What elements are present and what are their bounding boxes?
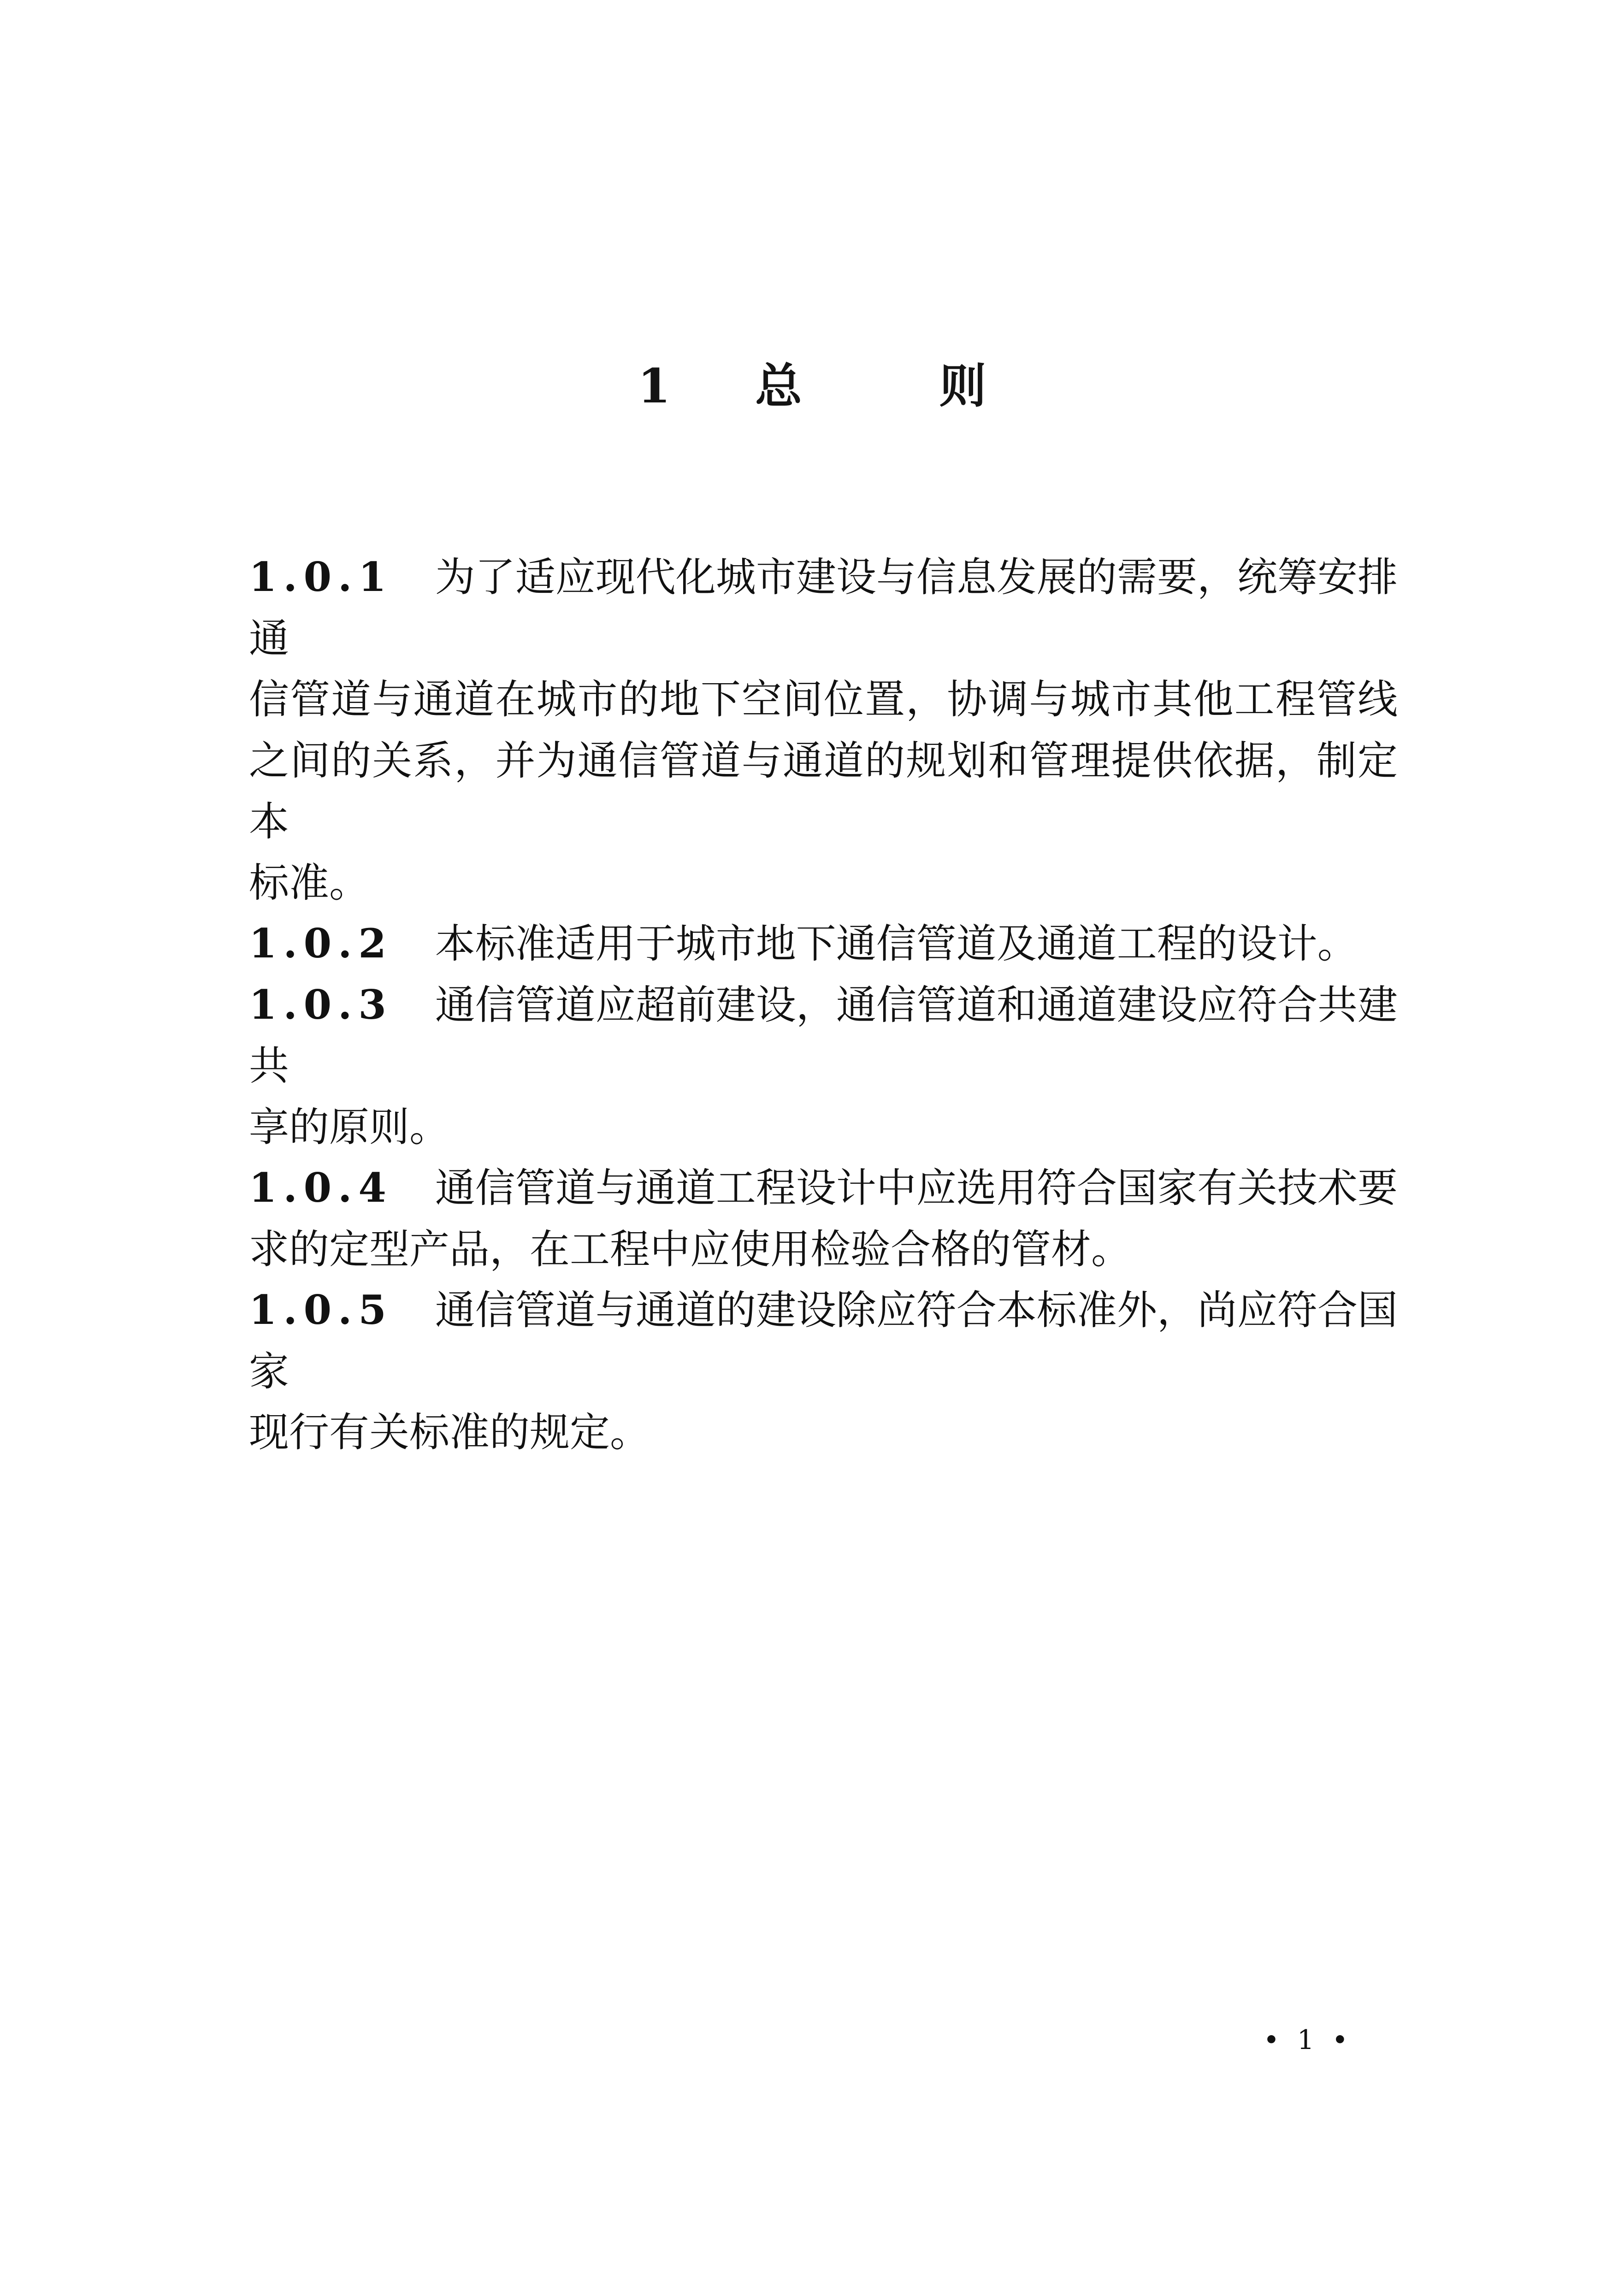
clause-line [249,1219,1398,1280]
clause-line [249,547,1398,669]
clause-text: 之间的关系，并为通信管道与通道的规划和管理提供依据，制定本 [249,737,1398,845]
clause-line [249,1157,1398,1219]
clause-line [249,852,1398,914]
clause-line [249,974,1398,1097]
clause-number: 1.0.2 [249,920,393,967]
chapter-title-char-2: 则 [939,359,986,414]
clause-text: 享的原则。 [249,1103,449,1151]
clause-line [249,1097,1398,1158]
clause-text: 信管道与通道在城市的地下空间位置，协调与城市其他工程管线 [249,676,1398,723]
clause-number: 1.0.5 [249,1286,393,1334]
clause-line [249,669,1398,730]
clause-text: 通信管道应超前建设，通信管道和通道建设应符合共建共 [249,981,1398,1089]
clause-text: 现行有关标准的规定。 [249,1409,650,1456]
footer-dot: • [1264,2026,1279,2053]
clause-text: 本标准适用于城市地下通信管道及通道工程的设计。 [435,920,1358,967]
clause-text: 求的定型产品，在工程中应使用检验合格的管材。 [249,1225,1131,1273]
clause-text: 标准。 [249,859,369,906]
clause-line [249,1280,1398,1402]
page-footer [1264,2026,1347,2053]
clause-text: 通信管道与通道的建设除应符合本标准外，尚应符合国家 [249,1287,1398,1395]
clause-text-block [249,547,1398,1463]
footer-dot: • [1332,2026,1347,2053]
clause-line [249,730,1398,852]
clause-text: 为了适应现代化城市建设与信息发展的需要，统筹安排通 [249,554,1398,662]
clause-line [249,913,1398,974]
clause-text: 通信管道与通道工程设计中应选用符合国家有关技术要 [435,1164,1398,1211]
page-number: 1 [1297,2024,1314,2055]
clause-number: 1.0.3 [249,980,393,1028]
clause-number: 1.0.4 [249,1164,393,1211]
chapter-number: 1 [638,359,671,414]
chapter-title-char-1: 总 [755,359,802,414]
chapter-title [0,356,1624,417]
clause-line [249,1402,1398,1463]
clause-number: 1.0.1 [249,553,393,601]
